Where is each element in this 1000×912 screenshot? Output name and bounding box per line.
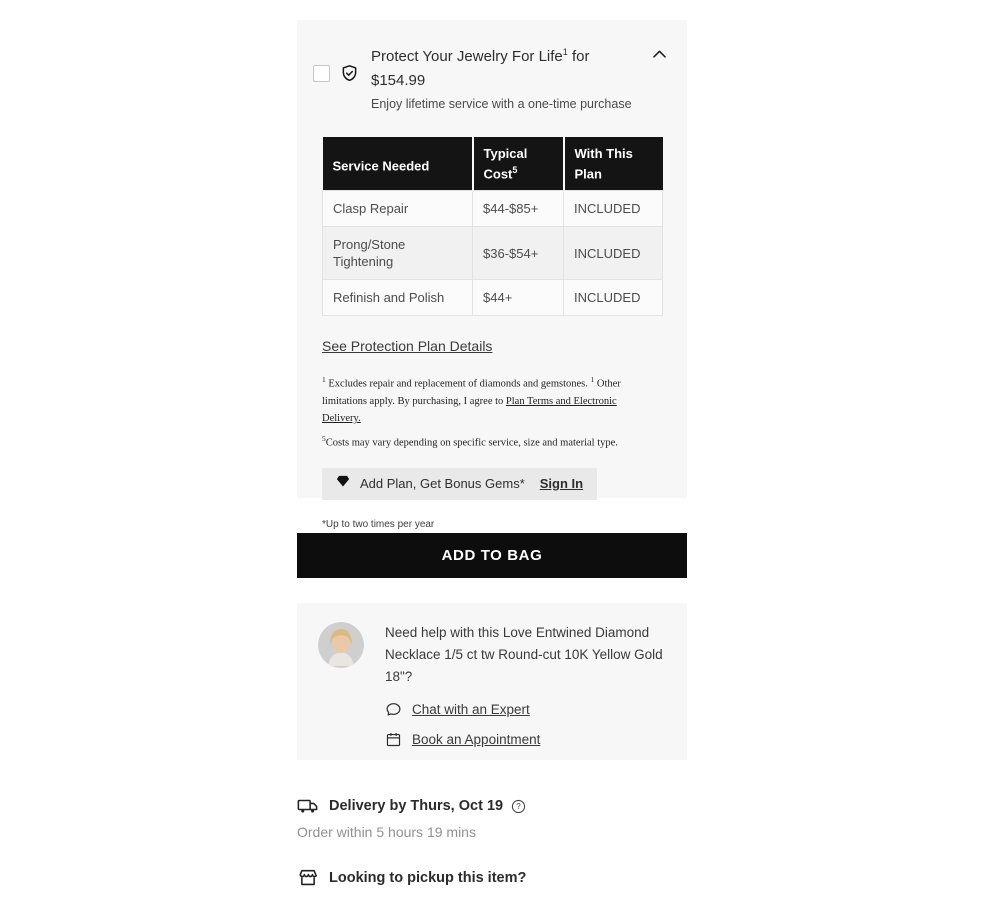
protection-plan-price: $154.99 xyxy=(371,72,426,89)
calendar-icon xyxy=(385,731,402,748)
truck-icon xyxy=(297,795,319,817)
table-row xyxy=(323,280,663,316)
pickup-row xyxy=(297,867,687,889)
collapse-panel-button[interactable] xyxy=(648,43,671,66)
service-cost-table xyxy=(322,137,663,316)
chat-with-expert-link[interactable]: Chat with an Expert xyxy=(412,702,530,717)
plan-cell: INCLUDED xyxy=(564,227,663,280)
table-row xyxy=(323,191,663,227)
plan-cell: INCLUDED xyxy=(564,280,663,316)
protection-plan-title xyxy=(371,48,641,93)
protection-plan-details-link[interactable]: See Protection Plan Details xyxy=(322,338,493,355)
sign-in-link[interactable]: Sign In xyxy=(539,476,584,492)
help-body xyxy=(385,622,677,748)
plan-footnotes xyxy=(322,374,654,451)
pickup-question-text: Looking to pickup this item? xyxy=(329,870,527,886)
protection-plan-panel xyxy=(297,20,687,530)
delivery-date-text: Delivery by Thurs, Oct 19 xyxy=(329,798,504,814)
chevron-up-icon xyxy=(650,45,669,64)
protection-plan-controls xyxy=(313,63,360,84)
table-row xyxy=(323,227,663,280)
order-countdown-text: Order within 5 hours 19 mins xyxy=(297,824,476,840)
column-header-with-plan: With This Plan xyxy=(564,137,663,191)
book-appointment-link[interactable]: Book an Appointment xyxy=(412,732,541,747)
cost-cell: $44+ xyxy=(473,280,564,316)
store-icon xyxy=(297,867,319,889)
delivery-row xyxy=(297,795,687,817)
plan-cell: INCLUDED xyxy=(564,191,663,227)
protection-plan-title-block xyxy=(371,40,641,113)
bonus-gems-note: *Up to two times per year xyxy=(322,518,435,530)
protection-plan-subtitle: Enjoy lifetime service with a one-time purchase xyxy=(371,97,632,111)
chat-expert-row xyxy=(385,701,677,718)
cost-cell: $44-$85+ xyxy=(473,191,564,227)
plan-title-suffix: for xyxy=(567,48,590,65)
book-appointment-row xyxy=(385,731,677,748)
plan-title-text: Protect Your Jewelry For Life xyxy=(371,48,563,65)
svg-text:?: ? xyxy=(516,801,521,811)
chat-bubble-icon xyxy=(385,701,402,718)
gem-icon xyxy=(336,474,350,493)
bonus-gems-bar xyxy=(322,468,597,500)
fulfillment-section xyxy=(297,795,687,889)
service-cell: Refinish and Polish xyxy=(323,280,473,316)
plan-terms-link[interactable]: Plan Terms and Electronic Delivery. xyxy=(322,396,617,425)
help-question-text: Need help with this Love Entwined Diamond Necklace 1/5 ct tw Round-cut 10K Yellow Gold 18"? xyxy=(385,625,663,684)
protection-plan-checkbox[interactable] xyxy=(313,65,330,82)
plan-title-sup: 1 xyxy=(562,47,568,57)
column-header-service: Service Needed xyxy=(323,137,473,191)
cost-cell: $36-$54+ xyxy=(473,227,564,280)
protection-plan-header xyxy=(313,40,671,113)
delivery-info-icon[interactable] xyxy=(510,798,527,815)
column-header-typical-cost: Typical Cost$^5$ xyxy=(473,137,564,191)
table-header-row xyxy=(323,137,663,191)
service-cell: Clasp Repair xyxy=(323,191,473,227)
footnote-costs: $^5$Costs may vary depending on specific service, size and material type. xyxy=(322,433,618,449)
service-cell: Prong/Stone Tightening xyxy=(323,227,473,280)
shield-check-icon xyxy=(339,63,360,84)
expert-avatar xyxy=(318,622,364,668)
expert-help-panel xyxy=(297,603,687,760)
footnote-exclusions: $^1$ Excludes repair and replacement of diamonds and gemstones. $^1$ Other limitations apply. By purchasing, I agree to Plan Terms and Electronic Delivery. xyxy=(322,375,621,425)
bonus-gems-label: Add Plan, Get Bonus Gems* xyxy=(360,476,525,492)
add-to-bag-button[interactable]: ADD TO BAG xyxy=(297,533,687,578)
